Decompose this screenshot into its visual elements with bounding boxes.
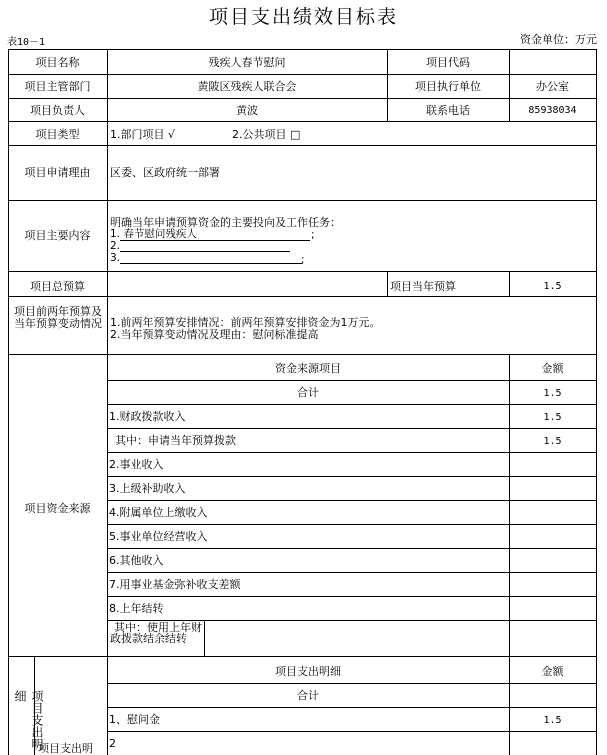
funding-row-label: 4.附属单位上缴收入 (109, 506, 208, 519)
funding-row-label: 其中：申请当年预算拨款 (115, 434, 236, 447)
project-name-label: 项目名称 (35, 56, 80, 69)
expenditure-header-amount: 金额 (541, 665, 564, 678)
dept-value: 黄陂区残疾人联合会 (197, 80, 297, 93)
content-intro: 明确当年申请预算资金的主要投向及工作任务： (110, 216, 341, 229)
funding-row-label: 6.其他收入 (109, 554, 164, 567)
funding-row-amount: 1.5 (543, 436, 562, 447)
project-code-label: 项目代码 (426, 56, 470, 69)
content-item-2: 2. (110, 240, 121, 252)
history-line-1: 1.前两年预算安排情况：前两年预算安排资金为1万元。 (110, 316, 381, 329)
history-line-2: 2.当年预算变动情况及理由：慰问标准提高 (110, 328, 319, 341)
phone-label: 联系电话 (426, 104, 470, 117)
funding-row-label: 7.用事业基金弥补收支差额 (109, 578, 241, 591)
content-item-3-end: ; (301, 254, 305, 266)
unit-label: 资金单位：万元 (520, 33, 597, 46)
funding-row-amount: 1.5 (543, 412, 562, 423)
carry-over-sub-label: 其中：使用上年财政拨款结余结转 (110, 622, 202, 645)
total-budget-label: 项目总预算 (30, 280, 85, 293)
content-item-3: 3. (110, 252, 121, 264)
exec-unit-label: 项目执行单位 (415, 80, 481, 93)
exec-unit-value: 办公室 (536, 80, 569, 93)
funding-row-amount: 1.5 (543, 388, 562, 399)
page-title: 项目支出绩效目标表 (208, 6, 398, 28)
reason-label: 项目申请理由 (24, 166, 91, 179)
funding-row-label: 8.上年结转 (109, 602, 164, 615)
content-item-1: 1. 春节慰问残疾人 (110, 228, 197, 240)
funding-row-label: 1.财政拨款收入 (109, 410, 186, 423)
current-budget-label: 项目当年预算 (390, 280, 456, 293)
table-number: 表10－1 (7, 37, 46, 48)
expenditure-row-amount: 1.5 (543, 715, 562, 726)
content-label: 项目主要内容 (24, 229, 91, 242)
expenditure-sub-label: 项目支出明 (38, 742, 93, 755)
project-name-value: 残疾人春节慰问 (208, 56, 286, 69)
type-option-department: 1.部门项目 √ (110, 128, 176, 141)
funding-header-amount: 金额 (541, 362, 564, 375)
type-option-public: 2.公共项目 □ (232, 128, 301, 141)
reason-value: 区委、区政府统一部署 (110, 166, 220, 179)
funding-header-item: 资金来源项目 (275, 362, 341, 375)
content-item-1-end: ; (311, 229, 315, 241)
expenditure-row-label: 2 (109, 737, 116, 750)
funding-row-label: 5.事业单位经营收入 (109, 530, 208, 543)
funding-row-label: 3.上级补助收入 (109, 482, 186, 495)
funding-section-label: 项目资金来源 (24, 502, 91, 515)
funding-row-label: 2.事业收入 (109, 458, 164, 471)
dept-label: 项目主管部门 (24, 80, 91, 93)
owner-label: 项目负责人 (30, 104, 85, 117)
funding-row-label: 合计 (297, 386, 319, 399)
history-label: 项目前两年预算及当年预算变动情况 (14, 305, 102, 330)
expenditure-row-label: 1、慰问金 (109, 713, 160, 726)
type-label: 项目类型 (35, 128, 80, 141)
current-budget-value: 1.5 (543, 281, 562, 292)
owner-value: 黄波 (236, 104, 258, 117)
expenditure-row-label: 合计 (297, 689, 319, 702)
phone-value: 85938034 (528, 105, 577, 116)
expenditure-section-label: 项目支出明细 (13, 690, 44, 750)
expenditure-header-item: 项目支出明细 (275, 665, 341, 678)
